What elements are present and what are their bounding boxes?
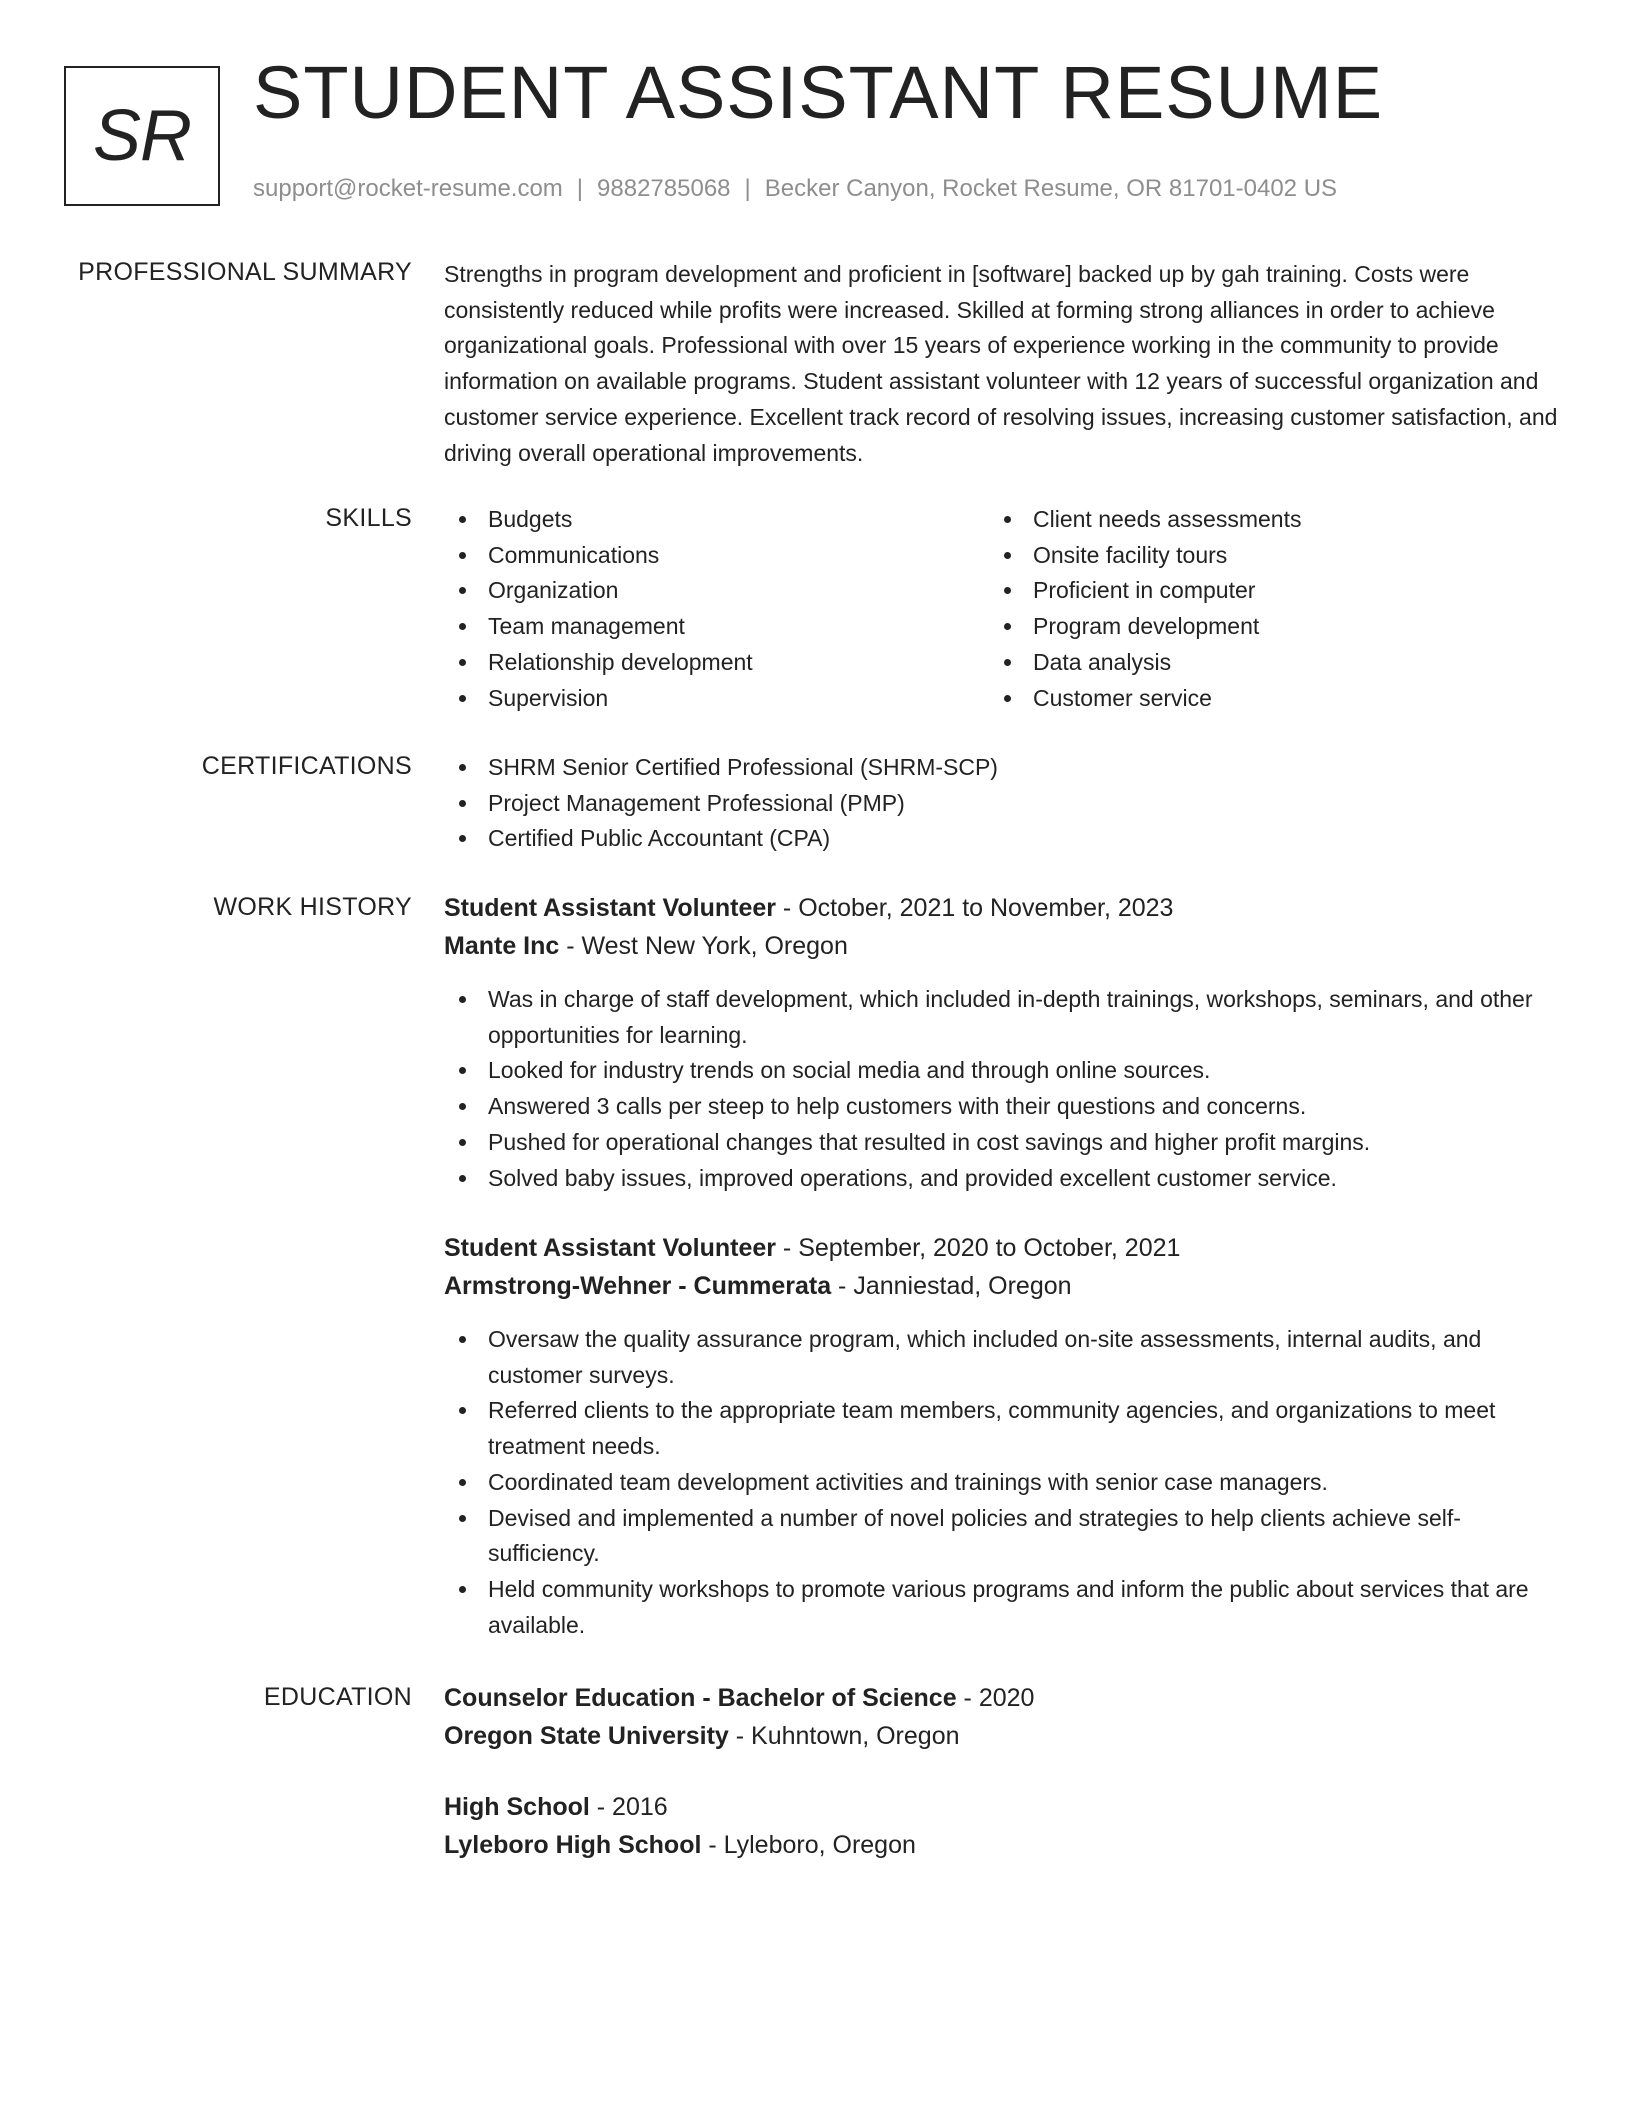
- skills-column-right: [989, 502, 1549, 716]
- contact-address: Becker Canyon, Rocket Resume, OR 81701-0402 US: [764, 175, 1338, 202]
- certification-item: SHRM Senior Certified Professional (SHRM-SCP): [444, 750, 1564, 786]
- skill-item: Budgets: [444, 502, 1004, 538]
- summary-heading: PROFESSIONAL SUMMARY: [78, 258, 412, 286]
- school-location: - Kuhntown, Oregon: [728, 1722, 960, 1750]
- certifications-list: [444, 750, 1564, 857]
- job-company-line: [444, 927, 1564, 965]
- job-location: - Janniestad, Oregon: [831, 1272, 1072, 1300]
- certifications-heading: CERTIFICATIONS: [201, 752, 412, 780]
- contact-phone: 9882785068: [597, 175, 731, 202]
- skill-item: Proficient in computer: [989, 573, 1549, 609]
- education-entry: [444, 1788, 1564, 1864]
- job-title: Student Assistant Volunteer: [444, 1234, 776, 1262]
- degree-name: Counselor Education - Bachelor of Science: [444, 1684, 957, 1712]
- contact-email: support@rocket-resume.com: [253, 175, 563, 202]
- job-entry: [444, 889, 1564, 965]
- certification-item: Certified Public Accountant (CPA): [444, 821, 1564, 857]
- skills-column-left: [444, 502, 1004, 716]
- monogram-logo: SR: [64, 66, 220, 206]
- degree-line: [444, 1788, 1564, 1826]
- degree-year: - 2016: [589, 1793, 668, 1821]
- job-company: Armstrong-Wehner - Cummerata: [444, 1272, 832, 1300]
- contact-separator: |: [744, 175, 751, 202]
- job-bullet: Held community workshops to promote various programs and inform the public about services that are available.: [444, 1572, 1560, 1643]
- skill-item: Customer service: [989, 681, 1549, 717]
- job-title-line: [444, 1229, 1564, 1267]
- job-location: - West New York, Oregon: [559, 932, 848, 960]
- certification-item: Project Management Professional (PMP): [444, 786, 1564, 822]
- skill-item: Supervision: [444, 681, 1004, 717]
- skill-item: Client needs assessments: [989, 502, 1549, 538]
- skill-item: Program development: [989, 609, 1549, 645]
- degree-line: [444, 1679, 1564, 1717]
- skill-item: Team management: [444, 609, 1004, 645]
- skill-item: Communications: [444, 538, 1004, 574]
- job-bullets: [444, 982, 1560, 1196]
- degree-year: - 2020: [956, 1684, 1035, 1712]
- school-name: Lyleboro High School: [444, 1831, 702, 1859]
- degree-name: High School: [444, 1793, 590, 1821]
- education-entry: [444, 1679, 1564, 1755]
- school-line: [444, 1717, 1564, 1755]
- work-history-heading: WORK HISTORY: [213, 893, 412, 921]
- education-heading: EDUCATION: [263, 1683, 412, 1711]
- job-bullets: [444, 1322, 1560, 1643]
- skills-heading: SKILLS: [325, 504, 412, 532]
- summary-text: Strengths in program development and proficient in [software] backed up by gah training. Costs were consistently reduced while profits were increased. Skilled at forming strong alliances in order to achieve organizational goals. Professional with over 15 years of experience working in the community to provide information on available programs. Student assistant volunteer with 12 years of successful organization and customer service experience. Excellent track record of resolving issues, increasing customer satisfaction, and driving overall operational improvements.: [444, 261, 1558, 466]
- job-bullet: Answered 3 calls per steep to help customers with their questions and concerns.: [444, 1089, 1560, 1125]
- job-entry: [444, 1229, 1564, 1305]
- job-bullet: Pushed for operational changes that resulted in cost savings and higher profit margins.: [444, 1125, 1560, 1161]
- job-bullet: Referred clients to the appropriate team members, community agencies, and organizations to meet treatment needs.: [444, 1393, 1560, 1464]
- job-company-line: [444, 1267, 1564, 1305]
- job-bullet: Was in charge of staff development, which included in-depth trainings, workshops, seminars, and other opportunities for learning.: [444, 982, 1560, 1053]
- job-bullet: Oversaw the quality assurance program, which included on-site assessments, internal audits, and customer surveys.: [444, 1322, 1560, 1393]
- job-bullet: Devised and implemented a number of novel policies and strategies to help clients achieve self-sufficiency.: [444, 1501, 1560, 1572]
- job-bullet: Solved baby issues, improved operations, and provided excellent customer service.: [444, 1161, 1560, 1197]
- resume-title: STUDENT ASSISTANT RESUME: [253, 51, 1384, 134]
- job-bullet: Coordinated team development activities and trainings with senior case managers.: [444, 1465, 1560, 1501]
- job-dates: - September, 2020 to October, 2021: [775, 1234, 1181, 1262]
- skills-list: [444, 502, 1564, 722]
- skill-item: Data analysis: [989, 645, 1549, 681]
- job-title: Student Assistant Volunteer: [444, 894, 776, 922]
- school-name: Oregon State University: [444, 1722, 729, 1750]
- skill-item: Relationship development: [444, 645, 1004, 681]
- skill-item: Onsite facility tours: [989, 538, 1549, 574]
- school-line: [444, 1826, 1564, 1864]
- job-company: Mante Inc: [444, 932, 560, 960]
- contact-separator: |: [576, 175, 584, 202]
- job-dates: - October, 2021 to November, 2023: [775, 894, 1174, 922]
- job-bullet: Looked for industry trends on social media and through online sources.: [444, 1053, 1560, 1089]
- skill-item: Organization: [444, 573, 1004, 609]
- school-location: - Lyleboro, Oregon: [701, 1831, 916, 1859]
- job-title-line: [444, 889, 1564, 927]
- contact-line: [253, 175, 1337, 203]
